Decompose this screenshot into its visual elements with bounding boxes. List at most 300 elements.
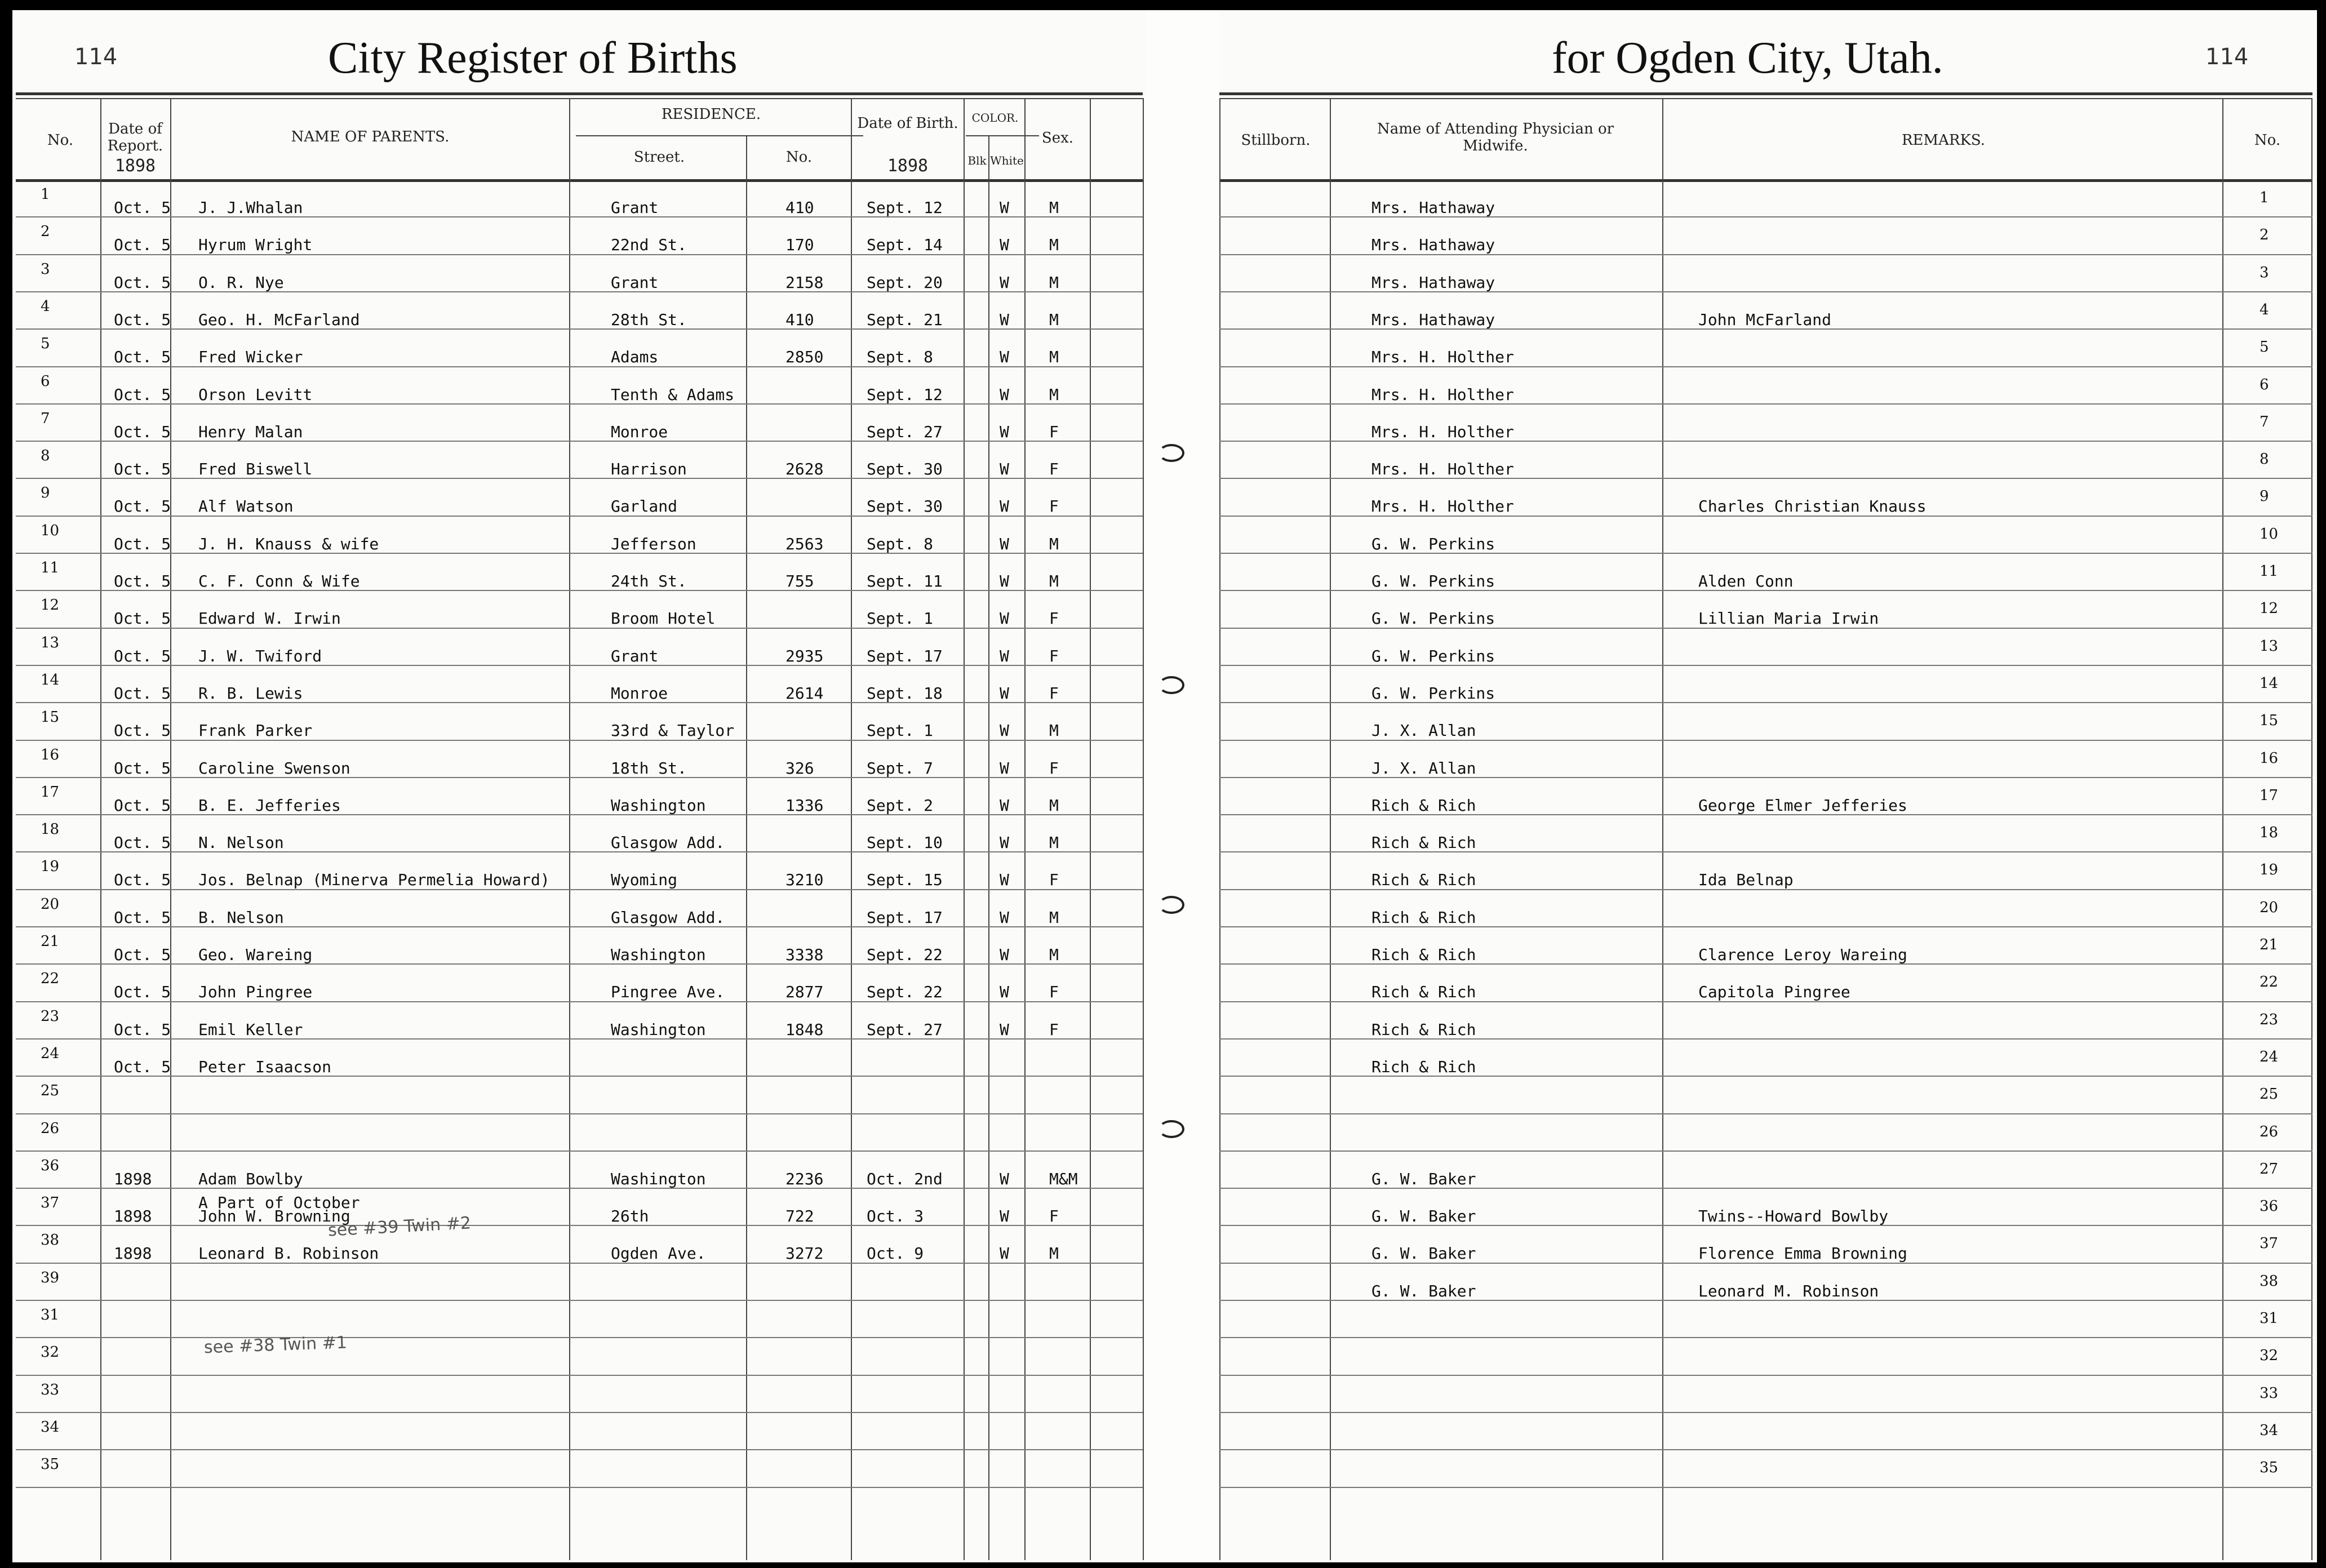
row-rule xyxy=(16,1038,1143,1040)
cell-physician: G. W. Baker xyxy=(1371,1169,1476,1188)
row-rule xyxy=(16,441,1143,442)
cell-right-no: 10 xyxy=(2260,525,2279,543)
cell-remarks: Twins--Howard Bowlby xyxy=(1698,1207,1889,1226)
cell-street: 24th St. xyxy=(611,572,687,590)
row-rule xyxy=(16,478,1143,479)
cell-right-no: 5 xyxy=(2260,339,2269,356)
cell-report: Oct. 5 xyxy=(114,908,171,927)
cell-right-no: 9 xyxy=(2260,488,2269,505)
cell-no: 2 xyxy=(41,223,50,241)
cell-remarks: Clarence Leroy Wareing xyxy=(1698,945,1907,964)
cell-street: Grant xyxy=(611,273,659,292)
cell-sex: M xyxy=(1049,721,1059,740)
cell-no: 13 xyxy=(41,634,60,651)
cell-right-no: 11 xyxy=(2260,563,2279,580)
cell-no: 25 xyxy=(41,1082,60,1100)
row-rule xyxy=(16,1001,1143,1002)
cell-right-no: 35 xyxy=(2260,1459,2279,1477)
cell-parents: John Pingree xyxy=(198,983,313,1002)
cell-no: 38 xyxy=(41,1232,60,1249)
cell-report: Oct. 5 xyxy=(114,683,171,703)
cell-no: 17 xyxy=(41,783,60,801)
cell-right-no: 31 xyxy=(2260,1310,2279,1327)
cell-parents: Edward W. Irwin xyxy=(198,609,341,628)
cell-sex: M xyxy=(1049,945,1059,964)
cell-right-no: 2 xyxy=(2260,226,2269,244)
header-sex: Sex. xyxy=(1041,130,1074,146)
row-rule xyxy=(16,702,1143,703)
cell-no: 32 xyxy=(41,1344,60,1361)
cell-report: Oct. 5 xyxy=(114,833,171,852)
binder-hole xyxy=(1158,676,1184,694)
header-name-of-parents: NAME OF PARENTS. xyxy=(291,128,450,145)
cell-physician: Rich & Rich xyxy=(1371,945,1476,964)
cell-no: 3 xyxy=(41,260,50,278)
cell-street: Adams xyxy=(611,348,659,367)
cell-white: W xyxy=(1000,646,1009,665)
cell-report: Oct. 5 xyxy=(114,721,171,740)
cell-report: Oct. 5 xyxy=(114,796,171,815)
header-remarks: REMARKS. xyxy=(1901,132,1986,149)
cell-right-no: 1 xyxy=(2260,189,2269,206)
cell-report: Oct. 5 xyxy=(114,422,171,441)
cell-street: Washington xyxy=(611,945,706,964)
cell-sex: F xyxy=(1049,870,1059,890)
row-rule xyxy=(16,291,1143,292)
row-rule xyxy=(16,963,1143,965)
cell-birth: Oct. 9 xyxy=(867,1244,924,1263)
cell-report: Oct. 5 xyxy=(114,983,171,1002)
cell-white: W xyxy=(1000,609,1009,628)
row-rule xyxy=(16,1113,1143,1114)
cell-white: W xyxy=(1000,870,1009,890)
cell-no: 36 xyxy=(41,1157,60,1174)
cell-no: 7 xyxy=(41,410,50,427)
cell-street: Washington xyxy=(611,796,706,815)
cell-st-no: 326 xyxy=(785,758,814,778)
cell-remarks: George Elmer Jefferies xyxy=(1698,796,1907,815)
cell-street: Tenth & Adams xyxy=(611,385,735,404)
cell-white: W xyxy=(1000,758,1009,778)
cell-remarks: Florence Emma Browning xyxy=(1698,1244,1907,1263)
cell-report: Oct. 5 xyxy=(114,870,171,890)
row-rule xyxy=(16,628,1143,629)
cell-parents: O. R. Nye xyxy=(198,273,284,292)
header-date-of-birth: Date of Birth. xyxy=(857,115,958,132)
cell-street: 33rd & Taylor xyxy=(611,721,735,740)
cell-white: W xyxy=(1000,1169,1009,1188)
cell-report: Oct. 5 xyxy=(114,460,171,479)
header-physician: Name of Attending Physician or Midwife. xyxy=(1377,121,1614,154)
cell-physician: Mrs. Hathaway xyxy=(1371,310,1495,329)
cell-birth: Sept. 11 xyxy=(867,572,943,590)
cell-st-no: 2614 xyxy=(785,683,824,703)
cell-no: 31 xyxy=(41,1307,60,1323)
cell-right-no: 3 xyxy=(2260,264,2269,281)
cell-birth: Sept. 30 xyxy=(867,497,943,516)
left-page-title: City Register of Births xyxy=(328,33,738,83)
cell-street: Wyoming xyxy=(611,870,678,890)
cell-parents: J. H. Knauss & wife xyxy=(198,534,379,553)
row-rule xyxy=(1219,1375,2312,1376)
cell-no: 24 xyxy=(41,1045,60,1062)
cell-st-no: 2877 xyxy=(785,983,824,1002)
cell-white: W xyxy=(1000,310,1009,329)
cell-white: W xyxy=(1000,497,1009,516)
cell-no: 5 xyxy=(41,335,50,353)
cell-birth: Sept. 22 xyxy=(867,945,943,964)
header-right-no: No. xyxy=(2254,132,2281,149)
row-rule xyxy=(16,403,1143,405)
row-rule xyxy=(16,254,1143,255)
cell-report: Oct. 5 xyxy=(114,1057,171,1076)
cell-sex: M xyxy=(1049,273,1059,292)
cell-right-no: 6 xyxy=(2260,376,2269,393)
cell-st-no: 2158 xyxy=(785,273,824,292)
page-number-mark-left: 114 xyxy=(74,44,118,70)
cell-white: W xyxy=(1000,348,1009,367)
cell-physician: J. X. Allan xyxy=(1371,758,1476,778)
cell-white: W xyxy=(1000,908,1009,927)
cell-no: 18 xyxy=(41,821,60,838)
left-register-page xyxy=(12,10,1146,1562)
cell-physician: Rich & Rich xyxy=(1371,833,1476,852)
cell-sex: M xyxy=(1049,833,1059,852)
cell-birth: Sept. 15 xyxy=(867,870,943,890)
row-rule xyxy=(16,1449,1143,1450)
cell-parents: Hyrum Wright xyxy=(198,236,313,255)
cell-birth: Sept. 1 xyxy=(867,721,934,740)
cell-birth: Sept. 20 xyxy=(867,273,943,292)
header-white: White xyxy=(990,154,1024,167)
row-rule xyxy=(16,516,1143,517)
row-rule xyxy=(16,1076,1143,1077)
cell-right-no: 7 xyxy=(2260,413,2269,430)
cell-street: Grant xyxy=(611,198,659,217)
cell-st-no: 410 xyxy=(785,198,814,217)
header-street: Street. xyxy=(633,149,685,166)
cell-physician: Rich & Rich xyxy=(1371,1020,1476,1039)
cell-remarks: Charles Christian Knauss xyxy=(1698,497,1927,516)
cell-white: W xyxy=(1000,572,1009,590)
cell-parents: Henry Malan xyxy=(198,422,303,441)
cell-no: 12 xyxy=(41,597,60,614)
cell-street: Jefferson xyxy=(611,534,696,553)
row-rule xyxy=(16,1300,1143,1301)
cell-physician: G. W. Perkins xyxy=(1371,534,1495,553)
header-report-year: 1898 xyxy=(114,156,156,176)
cell-right-no: 8 xyxy=(2260,451,2269,468)
cell-no: 1 xyxy=(41,186,50,203)
cell-physician: Mrs. H. Holther xyxy=(1371,460,1514,479)
cell-right-no: 23 xyxy=(2260,1011,2279,1028)
cell-white: W xyxy=(1000,796,1009,815)
binder-hole xyxy=(1158,444,1184,462)
cell-white: W xyxy=(1000,1020,1009,1039)
cell-physician: G. W. Baker xyxy=(1371,1244,1476,1263)
cell-birth: Sept. 12 xyxy=(867,198,943,217)
cell-physician: J. X. Allan xyxy=(1371,721,1476,740)
cell-report: Oct. 5 xyxy=(114,758,171,778)
cell-street: Washington xyxy=(611,1169,706,1188)
cell-birth: Sept. 12 xyxy=(867,385,943,404)
cell-white: W xyxy=(1000,236,1009,255)
cell-no: 11 xyxy=(41,559,60,576)
cell-sex: M xyxy=(1049,908,1059,927)
cell-remarks: John McFarland xyxy=(1698,310,1832,329)
row-rule xyxy=(16,740,1143,741)
row-rule xyxy=(16,328,1143,330)
cell-street: 28th St. xyxy=(611,310,687,329)
cell-remarks: Lillian Maria Irwin xyxy=(1698,609,1879,628)
header-stillborn: Stillborn. xyxy=(1241,132,1311,149)
cell-birth: Sept. 22 xyxy=(867,983,943,1002)
cell-street: Garland xyxy=(611,497,678,516)
binder-hole xyxy=(1158,896,1184,914)
cell-white: W xyxy=(1000,833,1009,852)
cell-parents: R. B. Lewis xyxy=(198,683,303,703)
cell-physician: Mrs. Hathaway xyxy=(1371,236,1495,255)
cell-no: 39 xyxy=(41,1269,60,1286)
row-rule xyxy=(16,1337,1143,1338)
cell-report: 1898 xyxy=(114,1244,152,1263)
cell-no: 26 xyxy=(41,1120,60,1137)
cell-birth: Sept. 17 xyxy=(867,646,943,665)
row-rule xyxy=(16,553,1143,554)
cell-right-no: 13 xyxy=(2260,637,2279,655)
cell-st-no: 170 xyxy=(785,236,814,255)
cell-sex: M xyxy=(1049,1244,1059,1263)
cell-birth: Oct. 2nd xyxy=(867,1169,943,1188)
cell-white: W xyxy=(1000,1207,1009,1226)
cell-no: 35 xyxy=(41,1456,60,1473)
cell-physician: G. W. Baker xyxy=(1371,1207,1476,1226)
cell-no: 6 xyxy=(41,372,50,390)
row-rule xyxy=(16,1263,1143,1264)
cell-street: Glasgow Add. xyxy=(611,833,725,852)
right-register-page xyxy=(1219,10,2317,1562)
cell-right-no: 12 xyxy=(2260,600,2279,618)
cell-physician: G. W. Perkins xyxy=(1371,646,1495,665)
cell-physician: Rich & Rich xyxy=(1371,870,1476,890)
cell-physician: Mrs. H. Holther xyxy=(1371,497,1514,516)
cell-parents: J. W. Twiford xyxy=(198,646,322,665)
cell-report: Oct. 5 xyxy=(114,534,171,553)
cell-sex: F xyxy=(1049,422,1059,441)
cell-white: W xyxy=(1000,1244,1009,1263)
cell-sex: F xyxy=(1049,983,1059,1002)
cell-st-no: 2850 xyxy=(785,348,824,367)
cell-no: 15 xyxy=(41,709,60,726)
cell-physician: G. W. Baker xyxy=(1371,1281,1476,1300)
cell-birth: Sept. 30 xyxy=(867,460,943,479)
row-rule xyxy=(1219,1337,2312,1338)
cell-birth: Sept. 1 xyxy=(867,609,934,628)
cell-birth: Sept. 8 xyxy=(867,348,934,367)
cell-right-no: 20 xyxy=(2260,899,2279,916)
cell-right-no: 34 xyxy=(2260,1422,2279,1439)
cell-physician: G. W. Perkins xyxy=(1371,609,1495,628)
cell-report: Oct. 5 xyxy=(114,310,171,329)
row-rule xyxy=(1219,1412,2312,1413)
cell-no: 8 xyxy=(41,447,50,465)
cell-street: Broom Hotel xyxy=(611,609,716,628)
cell-birth: Sept. 21 xyxy=(867,310,943,329)
cell-street: 18th St. xyxy=(611,758,687,778)
cell-physician: G. W. Perkins xyxy=(1371,683,1495,703)
cell-no: 4 xyxy=(41,297,50,315)
cell-physician: Rich & Rich xyxy=(1371,1057,1476,1076)
cell-birth: Sept. 14 xyxy=(867,236,943,255)
cell-parents: Orson Levitt xyxy=(198,385,313,404)
cell-sex: F xyxy=(1049,1020,1059,1039)
cell-physician: Rich & Rich xyxy=(1371,908,1476,927)
header-residence: RESIDENCE. xyxy=(661,106,761,123)
row-rule xyxy=(16,777,1143,778)
page-number-mark-right: 114 xyxy=(2205,44,2249,70)
cell-st-no: 1336 xyxy=(785,796,824,815)
cell-sex: M xyxy=(1049,796,1059,815)
cell-right-no: 25 xyxy=(2260,1086,2279,1103)
cell-birth: Sept. 18 xyxy=(867,683,943,703)
cell-birth: Sept. 10 xyxy=(867,833,943,852)
cell-physician: Mrs. H. Holther xyxy=(1371,422,1514,441)
row-rule xyxy=(1219,1113,2312,1114)
header-date-of-report: Date of Report. xyxy=(107,121,163,154)
row-rule xyxy=(16,814,1143,815)
cell-right-no: 27 xyxy=(2260,1160,2279,1178)
cell-no: 16 xyxy=(41,746,60,763)
cell-right-no: 18 xyxy=(2260,824,2279,842)
cell-parents: Fred Biswell xyxy=(198,460,313,479)
cell-parents: John W. Browning xyxy=(198,1207,350,1226)
cell-white: W xyxy=(1000,273,1009,292)
row-rule xyxy=(16,1487,1143,1488)
cell-birth: Sept. 7 xyxy=(867,758,934,778)
cell-right-no: 16 xyxy=(2260,749,2279,767)
cell-report: Oct. 5 xyxy=(114,348,171,367)
cell-sex: F xyxy=(1049,758,1059,778)
cell-street: Harrison xyxy=(611,460,687,479)
cell-birth: Oct. 3 xyxy=(867,1207,924,1226)
binder-hole xyxy=(1158,1120,1184,1138)
row-rule xyxy=(16,926,1143,927)
cell-st-no: 410 xyxy=(785,310,814,329)
cell-no: 14 xyxy=(41,671,60,689)
cell-report: Oct. 5 xyxy=(114,273,171,292)
cell-right-no: 32 xyxy=(2260,1347,2279,1365)
cell-physician: Mrs. H. Holther xyxy=(1371,348,1514,367)
cell-white: W xyxy=(1000,422,1009,441)
cell-birth: Sept. 17 xyxy=(867,908,943,927)
cell-physician: Rich & Rich xyxy=(1371,983,1476,1002)
header-no: No. xyxy=(47,132,74,149)
row-rule xyxy=(16,1412,1143,1413)
cell-st-no: 2236 xyxy=(785,1169,824,1188)
cell-physician: Mrs. Hathaway xyxy=(1371,198,1495,217)
row-rule xyxy=(16,851,1143,852)
cell-report: 1898 xyxy=(114,1207,152,1226)
cell-st-no: 2563 xyxy=(785,534,824,553)
cell-st-no: 3338 xyxy=(785,945,824,964)
header-blk: Blk xyxy=(967,154,987,167)
cell-sex: M xyxy=(1049,534,1059,553)
cell-street: Grant xyxy=(611,646,659,665)
cell-report: Oct. 5 xyxy=(114,385,171,404)
cell-street: Monroe xyxy=(611,683,668,703)
cell-parents: B. E. Jefferies xyxy=(198,796,341,815)
cell-remarks: Alden Conn xyxy=(1698,572,1794,590)
cell-no: 34 xyxy=(41,1418,60,1436)
row-rule xyxy=(16,1188,1143,1189)
cell-no: 37 xyxy=(41,1194,60,1212)
cell-sex: F xyxy=(1049,609,1059,628)
cell-report: Oct. 5 xyxy=(114,609,171,628)
cell-no: 33 xyxy=(41,1381,60,1398)
cell-right-no: 26 xyxy=(2260,1123,2279,1140)
cell-sex: F xyxy=(1049,497,1059,516)
cell-st-no: 3210 xyxy=(785,870,824,890)
cell-street: Glasgow Add. xyxy=(611,908,725,927)
cell-white: W xyxy=(1000,460,1009,479)
cell-no: 20 xyxy=(41,895,60,913)
cell-right-no: 36 xyxy=(2260,1198,2279,1215)
cell-parents: Jos. Belnap (Minerva Permelia Howard) xyxy=(198,870,550,890)
row-rule xyxy=(16,1375,1143,1376)
cell-remarks: Leonard M. Robinson xyxy=(1698,1281,1879,1300)
cell-parents: B. Nelson xyxy=(198,908,284,927)
cell-sex: M xyxy=(1049,198,1059,217)
cell-physician: Rich & Rich xyxy=(1371,796,1476,815)
cell-right-no: 4 xyxy=(2260,301,2269,318)
cell-remarks: Ida Belnap xyxy=(1698,870,1794,890)
cell-st-no: 2935 xyxy=(785,646,824,665)
cell-report: Oct. 5 xyxy=(114,497,171,516)
row-rule xyxy=(1219,1449,2312,1450)
cell-parents: Fred Wicker xyxy=(198,348,303,367)
cell-sex: F xyxy=(1049,683,1059,703)
cell-sex: M xyxy=(1049,310,1059,329)
right-page-title: for Ogden City, Utah. xyxy=(1552,33,1943,83)
cell-parents: Peter Isaacson xyxy=(198,1057,332,1076)
cell-sex: F xyxy=(1049,460,1059,479)
cell-white: W xyxy=(1000,945,1009,964)
cell-right-no: 22 xyxy=(2260,974,2279,991)
row-rule xyxy=(16,216,1143,217)
cell-no: 10 xyxy=(41,522,60,539)
cell-street: Washington xyxy=(611,1020,706,1039)
cell-st-no: 755 xyxy=(785,572,814,590)
row-rule xyxy=(16,1151,1143,1152)
cell-right-no: 38 xyxy=(2260,1272,2279,1290)
cell-parents: Geo. Wareing xyxy=(198,945,313,964)
cell-st-no: 2628 xyxy=(785,460,824,479)
pencil-note-twin-1: see #38 Twin #1 xyxy=(203,1332,348,1358)
cell-report: Oct. 5 xyxy=(114,1020,171,1039)
cell-parents: Leonard B. Robinson xyxy=(198,1244,379,1263)
cell-birth: Sept. 2 xyxy=(867,796,934,815)
cell-right-no: 21 xyxy=(2260,936,2279,953)
row-rule xyxy=(16,889,1143,890)
cell-right-no: 15 xyxy=(2260,712,2279,730)
cell-sex: F xyxy=(1049,1207,1059,1226)
header-birth-year: 1898 xyxy=(887,156,929,176)
cell-report: Oct. 5 xyxy=(114,236,171,255)
cell-sex: M&M xyxy=(1049,1169,1078,1188)
cell-white: W xyxy=(1000,534,1009,553)
cell-report: Oct. 5 xyxy=(114,646,171,665)
cell-sex: M xyxy=(1049,385,1059,404)
